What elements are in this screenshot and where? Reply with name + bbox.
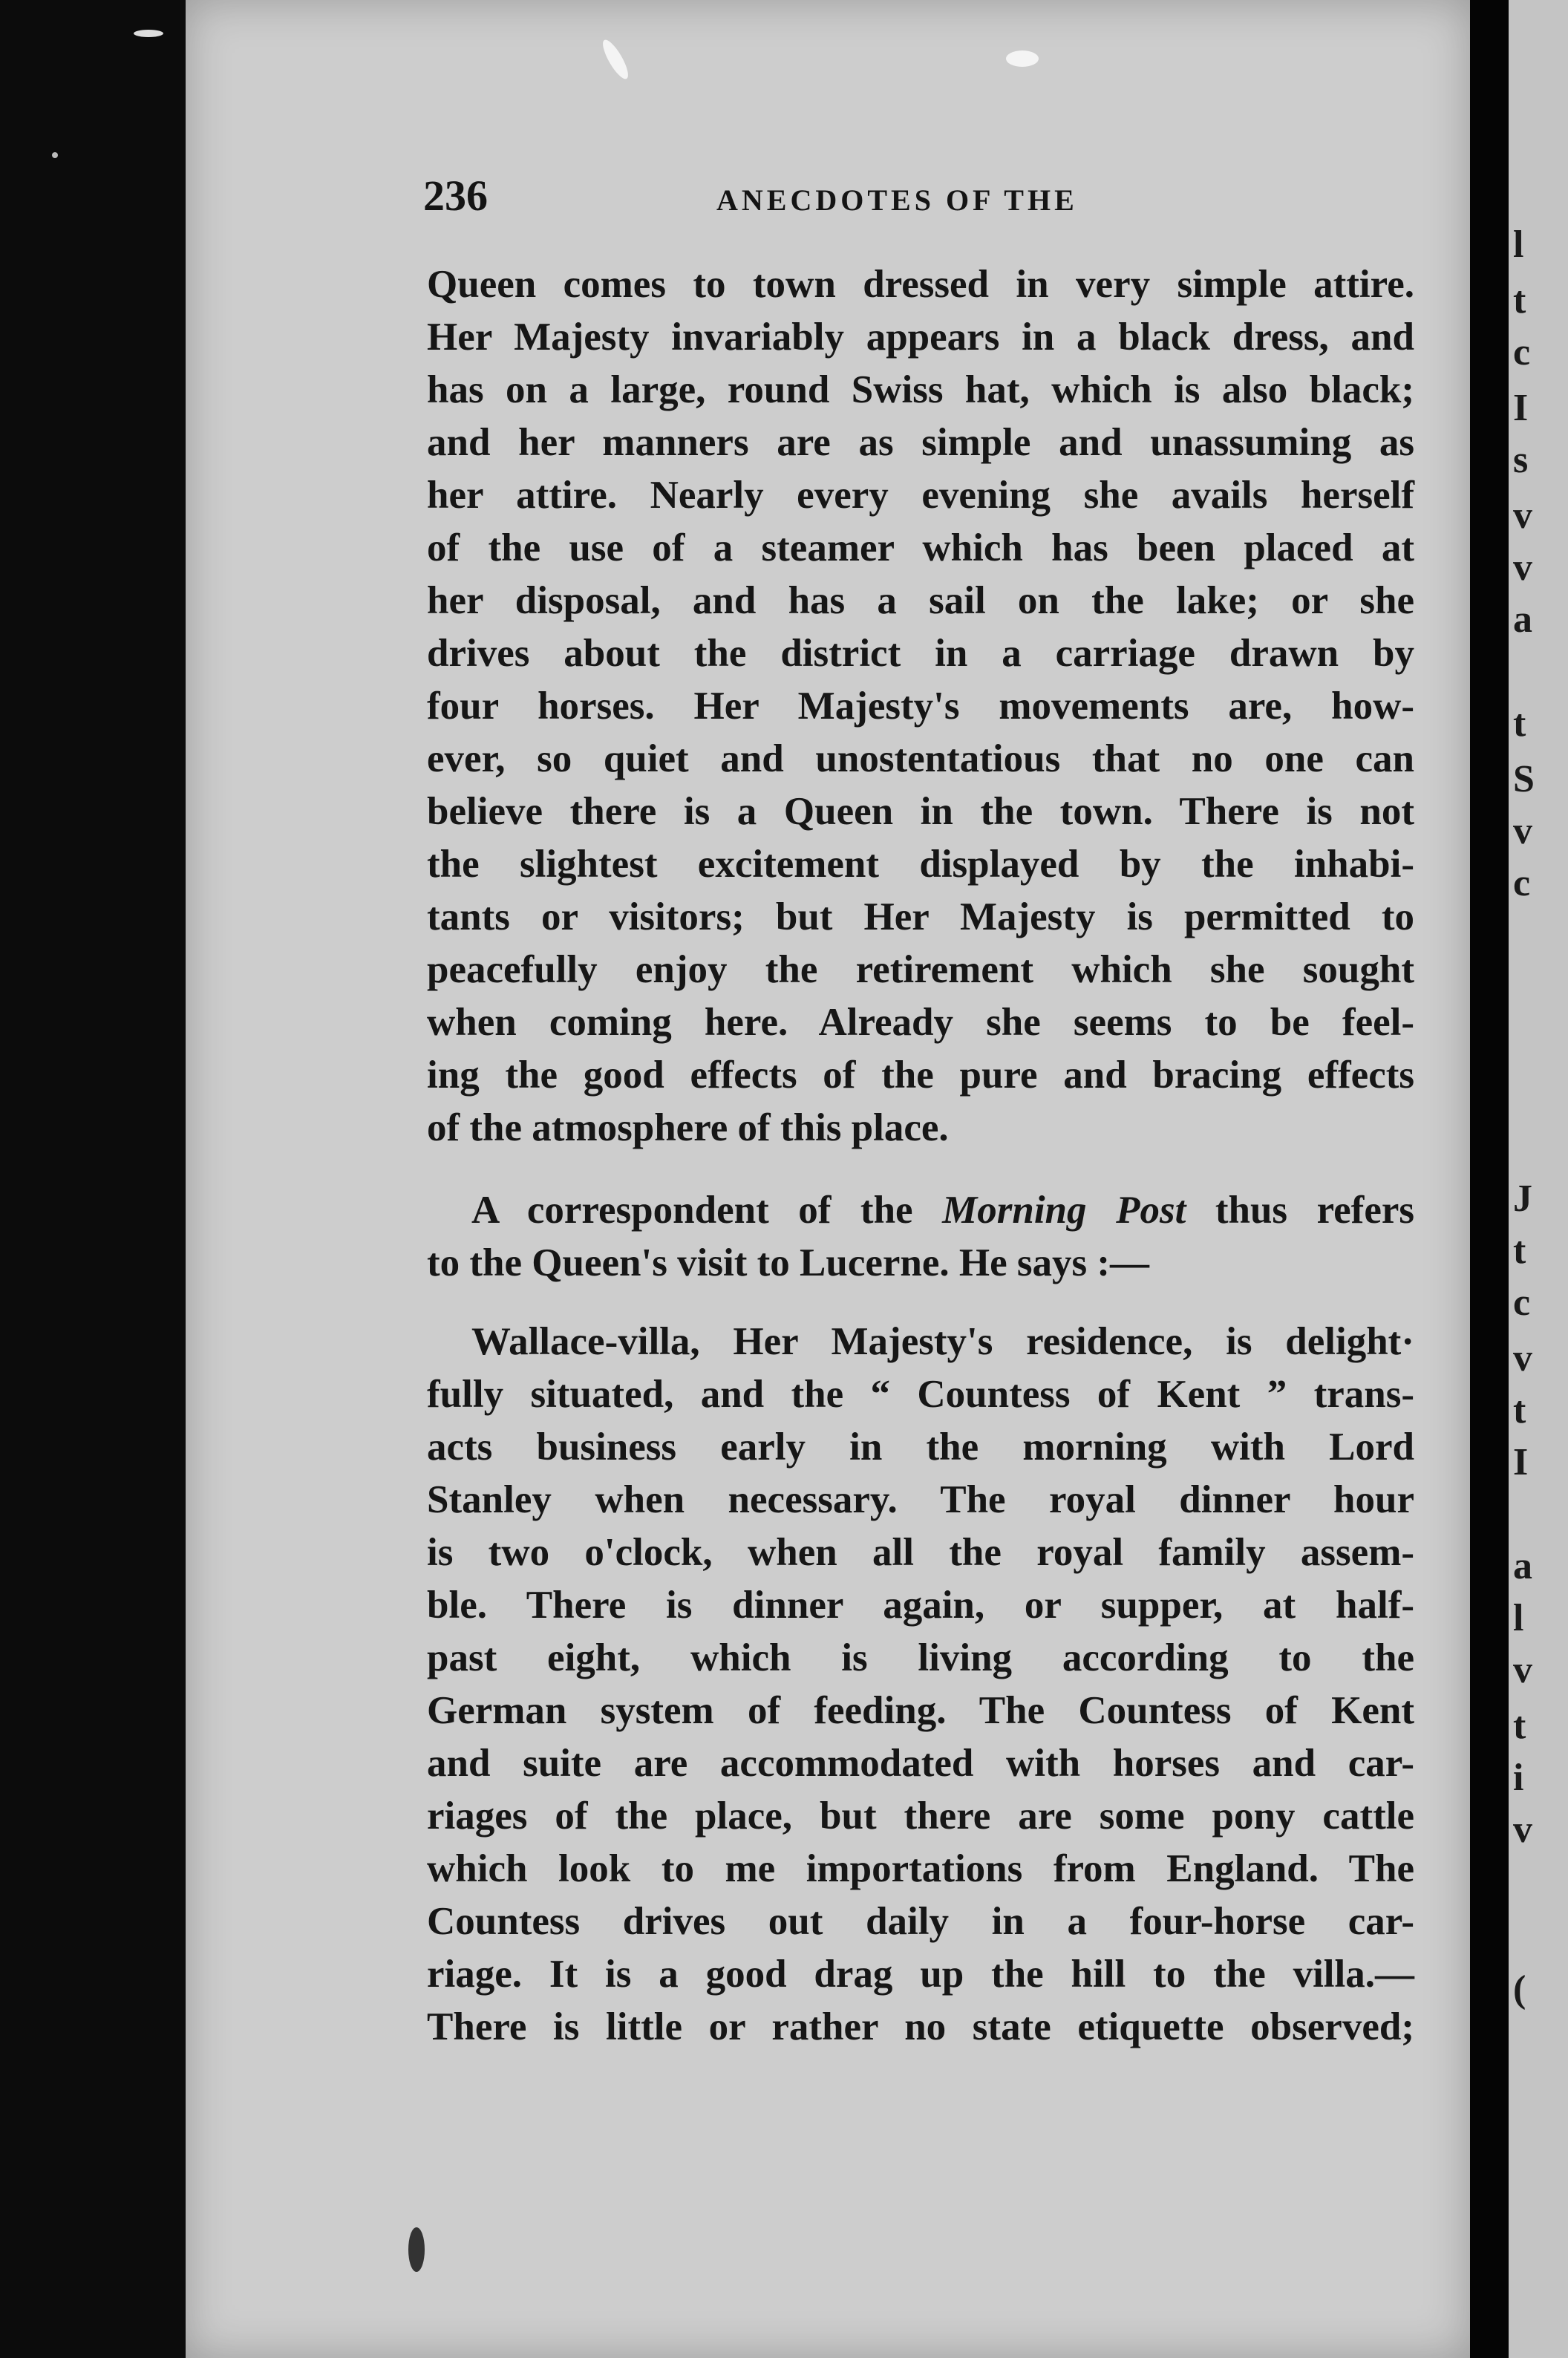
text-line: Her Majesty invariably appears in a black dress, and <box>427 316 1414 359</box>
text-line: riages of the place, but there are some pony cattle <box>427 1794 1414 1838</box>
scan-speck <box>52 152 58 158</box>
adjacent-page-fragment: v <box>1513 1809 1532 1851</box>
text-line: to the Queen's visit to Lucerne. He says :— <box>427 1241 1150 1284</box>
text-line: when coming here. Already she seems to be feel- <box>427 1001 1414 1044</box>
adjacent-page-fragment: l <box>1513 1597 1524 1639</box>
text-line: tants or visitors; but Her Majesty is permitted to <box>427 895 1414 938</box>
adjacent-page-fragment: c <box>1513 862 1531 904</box>
adjacent-page-fragment: t <box>1513 702 1526 745</box>
adjacent-page-fragment: v <box>1513 1337 1532 1379</box>
scan-speck <box>134 30 163 37</box>
text-line: and suite are accommodated with horses and car- <box>427 1742 1414 1785</box>
text-line: Queen comes to town dressed in very simple attire. <box>427 263 1414 306</box>
text-line: drives about the district in a carriage drawn by <box>427 632 1414 675</box>
adjacent-page-fragment: t <box>1513 1389 1526 1431</box>
text-line: her disposal, and has a sail on the lake; or she <box>427 579 1414 622</box>
text-line: of the atmosphere of this place. <box>427 1106 949 1149</box>
text-line: four horses. Her Majesty's movements are, how- <box>427 685 1414 728</box>
text-line: is two o'clock, when all the royal family assem- <box>427 1531 1414 1574</box>
adjacent-page-fragment: c <box>1513 331 1531 373</box>
adjacent-page-fragment: t <box>1513 1229 1526 1272</box>
adjacent-page-fragment: v <box>1513 1649 1532 1691</box>
paragraph-3 <box>427 1316 1414 2054</box>
page-header <box>423 171 1418 230</box>
text-line: ble. There is dinner again, or supper, at half- <box>427 1584 1414 1627</box>
paragraph-1 <box>427 258 1414 1154</box>
text-line: past eight, which is living according to the <box>427 1636 1414 1679</box>
running-head: ANECDOTES OF THE <box>716 183 1078 217</box>
text-line: ever, so quiet and unostentatious that no one can <box>427 737 1414 780</box>
text-line: her attire. Nearly every evening she avails herself <box>427 474 1414 517</box>
text-line: acts business early in the morning with Lord <box>427 1425 1414 1469</box>
text-line: has on a large, round Swiss hat, which is also black; <box>427 368 1414 411</box>
adjacent-page-fragment: i <box>1513 1757 1524 1799</box>
text-line: of the use of a steamer which has been placed at <box>427 526 1414 569</box>
text-line: There is little or rather no state etiquette observed; <box>427 2005 1414 2048</box>
adjacent-page-fragment: s <box>1513 439 1529 481</box>
newspaper-title: Morning Post <box>942 1189 1186 1232</box>
paragraph-2 <box>427 1184 1414 1290</box>
text-line: fully situated, and the “ Countess of Kent ” trans- <box>427 1373 1414 1416</box>
adjacent-page-fragment: a <box>1513 598 1532 641</box>
text-line: Wallace-villa, Her Majesty's residence, is delight· <box>471 1320 1414 1363</box>
text-line: peacefully enjoy the retirement which she sought <box>427 948 1414 991</box>
adjacent-page-edge <box>1509 0 1568 2358</box>
text-line: believe there is a Queen in the town. There is not <box>427 790 1414 833</box>
adjacent-page-fragment: v <box>1513 810 1532 852</box>
adjacent-page-fragment: ( <box>1513 1968 1526 2011</box>
text-line: which look to me importations from England. The <box>427 1847 1414 1890</box>
text-line: riage. It is a good drag up the hill to the villa.— <box>427 1953 1414 1996</box>
text-line: ing the good effects of the pure and bracing effects <box>427 1054 1414 1097</box>
text-line: German system of feeding. The Countess of Kent <box>427 1689 1414 1732</box>
scan-speck <box>1006 50 1039 67</box>
page-number: 236 <box>423 172 488 220</box>
adjacent-page-fragment: t <box>1513 279 1526 321</box>
adjacent-page-fragment: v <box>1513 494 1532 537</box>
adjacent-page-fragment: J <box>1513 1178 1532 1220</box>
text-line: and her manners are as simple and unassuming as <box>427 421 1414 464</box>
text-line: Stanley when necessary. The royal dinner hour <box>427 1478 1414 1521</box>
scan-speck <box>408 2227 425 2272</box>
scan-border-left <box>0 0 186 2358</box>
adjacent-page-fragment: S <box>1513 758 1535 800</box>
adjacent-page-fragment: a <box>1513 1545 1532 1587</box>
adjacent-page-fragment: I <box>1513 387 1529 429</box>
text-line: the slightest excitement displayed by the inhabi- <box>427 843 1414 886</box>
text-line: A correspondent of the Morning Post thus refers <box>471 1189 1414 1232</box>
adjacent-page-fragment: I <box>1513 1441 1529 1483</box>
adjacent-page-fragment: c <box>1513 1281 1531 1324</box>
text-line: Countess drives out daily in a four-horse car- <box>427 1900 1414 1943</box>
adjacent-page-fragment: l <box>1513 223 1524 266</box>
adjacent-page-fragment: t <box>1513 1705 1526 1747</box>
adjacent-page-fragment: v <box>1513 546 1532 589</box>
book-gutter <box>1470 0 1509 2358</box>
